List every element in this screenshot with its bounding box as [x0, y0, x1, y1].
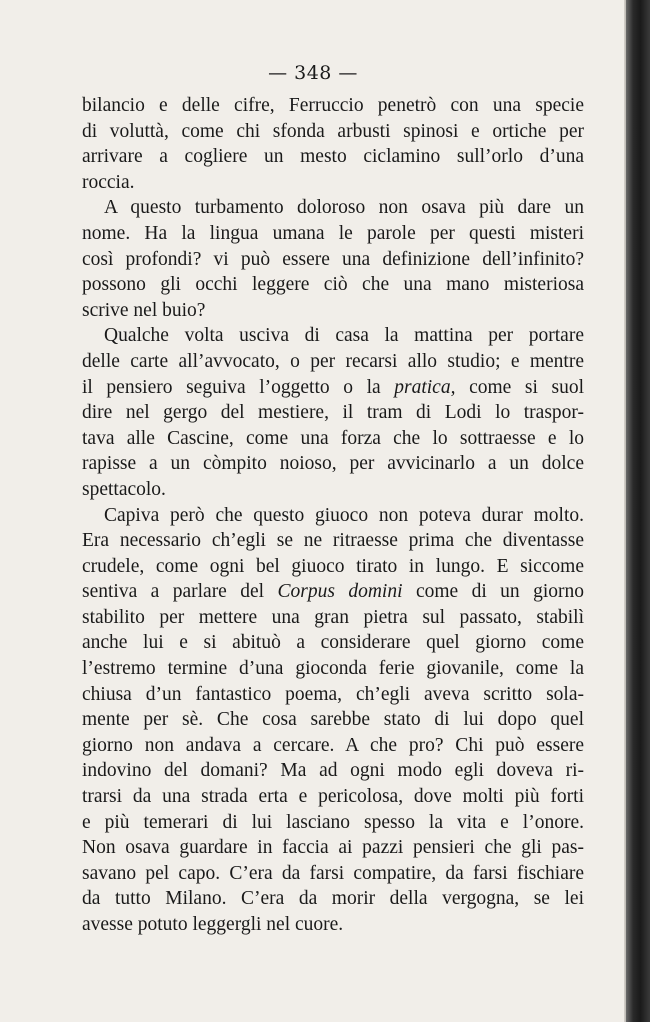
text-line: bilancio e delle cifre, Ferruccio penetrò con una specie [82, 95, 584, 116]
text-line: scrive nel buio? [82, 299, 206, 321]
text-segment: sentiva a parlare del [82, 581, 265, 603]
text-line: savano pel capo. C’era da farsi compatire, da farsi fischiare [82, 862, 584, 884]
text-line: arrivare a cogliere un mesto ciclamino sull’orlo d’una [82, 146, 584, 168]
text-line: Capiva però che questo giuoco non poteva durar molto. [104, 504, 584, 526]
italic-word: pratica, [394, 376, 456, 398]
text-segment: come si suol [469, 376, 584, 398]
text-line: l’estremo termine d’una gioconda ferie giovanile, come la [82, 658, 584, 680]
page-text [82, 93, 584, 938]
text-line: di voluttà, come chi sfonda arbusti spinosi e ortiche per [82, 120, 584, 142]
text-line: trarsi da una strada erta e pericolosa, dove molti più forti [82, 786, 584, 808]
text-segment: come di un giorno [415, 581, 585, 603]
text-line: avesse potuto leggergli nel cuore. [82, 914, 344, 935]
italic-phrase: Corpus domini [277, 581, 403, 603]
text-line: possono gli occhi leggere ciò che una mano misteriosa [82, 274, 584, 296]
text-line: stabilito per mettere una gran pietra sul passato, stabilì [82, 606, 584, 628]
text-line: Era necessario ch’egli se ne ritraesse prima che diventasse [82, 530, 584, 552]
text-line: anche lui e si abituò a considerare quel giorno come [82, 632, 584, 654]
text-line: e più temerari di lui lasciano spesso la vita e l’onore. [82, 811, 584, 833]
text-line: roccia. [82, 171, 135, 193]
text-line: rapisse a un còmpito noioso, per avvicinarlo a un dolce [82, 453, 584, 475]
text-line: delle carte all’avvocato, o per recarsi allo studio; e mentre [82, 350, 584, 372]
paragraph-2 [82, 195, 584, 323]
text-line: giorno non andava a cercare. A che pro? Chi può essere [82, 734, 584, 756]
text-line: così profondi? vi può essere una definizione dell’infinito? [82, 248, 584, 270]
text-line: chiusa d’un fantastico poema, ch’egli aveva scritto sola- [82, 683, 584, 705]
text-line-mixed [82, 375, 584, 401]
paragraph-3 [82, 323, 584, 502]
text-line: spettacolo. [82, 478, 166, 500]
paragraph-1 [82, 93, 584, 195]
text-line: tava alle Cascine, come una forza che lo sottraesse e lo [82, 427, 584, 449]
page-number: — 348 — [268, 62, 358, 84]
paragraph-4 [82, 503, 584, 938]
text-line: A questo turbamento doloroso non osava più dare un [104, 197, 584, 219]
text-line: nome. Ha la lingua umana le parole per questi misteri [82, 222, 584, 244]
text-line: Qualche volta usciva di casa la mattina per portare [104, 325, 584, 347]
text-line: crudele, come ogni bel giuoco tirato in lungo. E siccome [82, 555, 584, 577]
text-line: mente per sè. Che cosa sarebbe stato di lui dopo quel [82, 709, 584, 731]
text-line-mixed [82, 579, 584, 605]
book-binding [626, 0, 650, 1022]
text-line: dire nel gergo del mestiere, il tram di Lodi lo traspor- [82, 402, 584, 424]
text-line: da tutto Milano. C’era da morir della vergogna, se lei [82, 888, 584, 910]
text-line: Non osava guardare in faccia ai pazzi pensieri che gli pas- [82, 837, 584, 859]
text-segment: il pensiero seguiva l’oggetto o la [82, 376, 381, 398]
text-line: indovino del domani? Ma ad ogni modo egli doveva ri- [82, 760, 584, 782]
